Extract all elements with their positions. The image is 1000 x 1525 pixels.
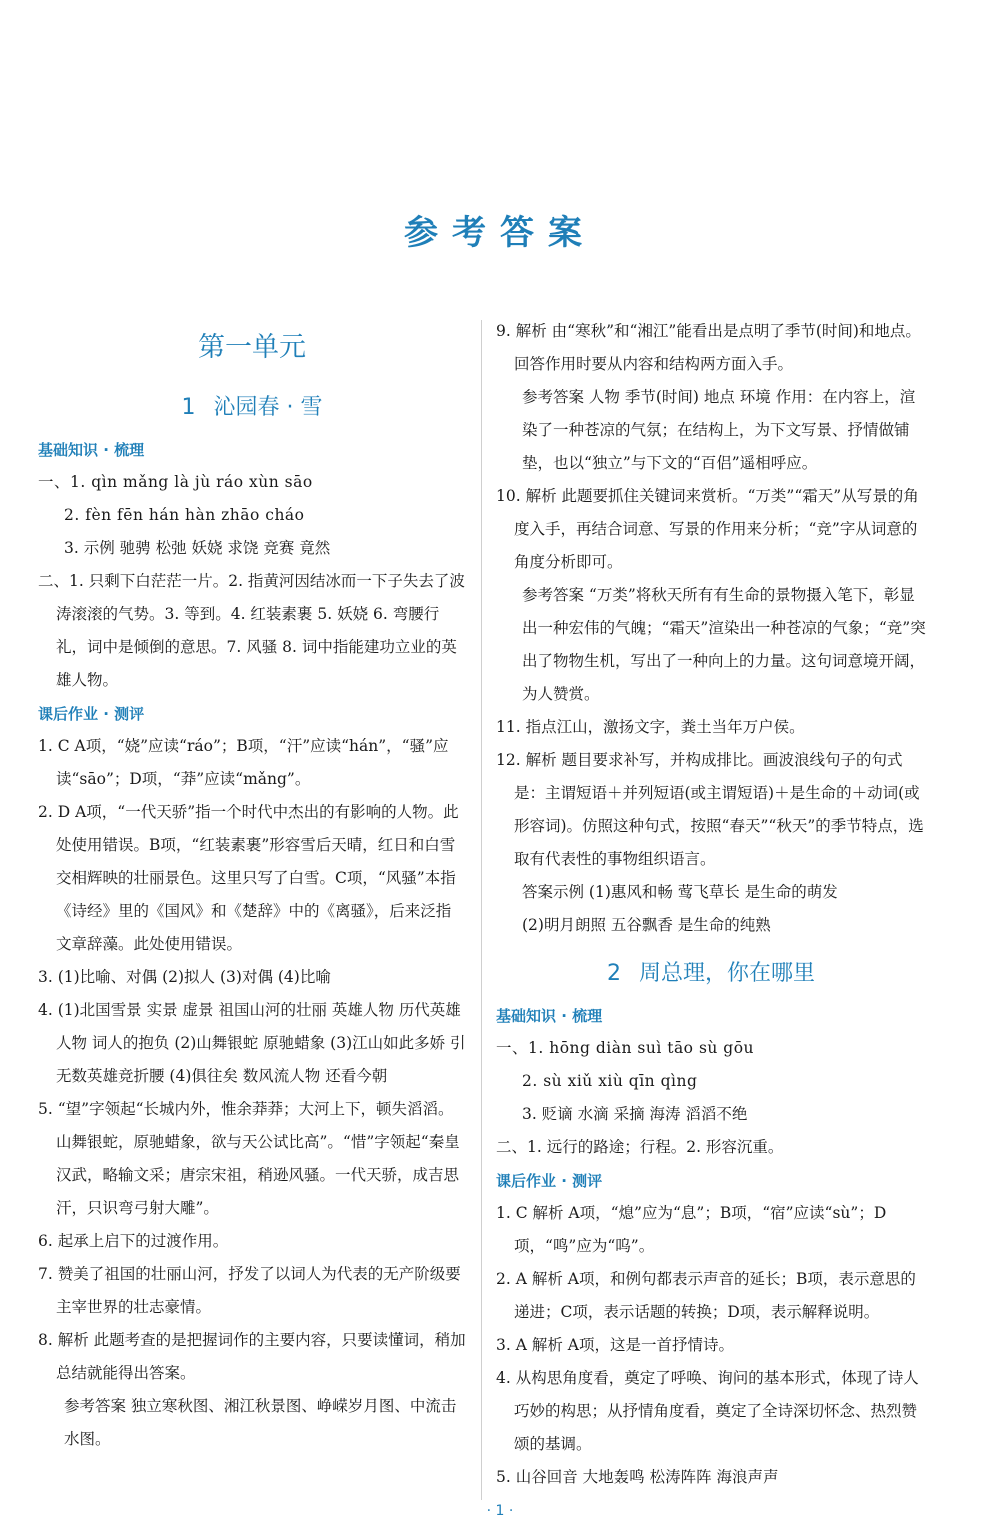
answer-item: 6. 起承上启下的过渡作用。	[38, 1232, 229, 1250]
answer-item: 11. 指点江山，激扬文字，粪土当年万户侯。	[496, 718, 805, 736]
answer-item: 1. C 解析 A项，“熄”应为“息”；B项，“宿”应读“sù”；D项，“鸣”应为“呜”。	[496, 1204, 887, 1255]
answer-item: 4. (1)北国雪景 实景 虚景 祖国山河的壮丽 英雄人物 历代英雄人物 词人的抱负 (2)山舞银蛇 原驰蜡象 (3)江山如此多娇 引无数英雄竞折腰 (4)俱往矣 数风流人物 还看今朝	[38, 1001, 466, 1085]
lesson-1-number: 1	[181, 395, 196, 420]
lesson-2-title	[496, 956, 926, 987]
answer-item: 1. C A项，“娆”应读“ráo”；B项，“汗”应读“hán”，“骚”应读“sāo”；D项，“莽”应读“mǎng”。	[38, 737, 449, 788]
lesson-2-number: 2	[606, 961, 621, 986]
basic-item-2: 二、1. 远行的路途；行程。2. 形容沉重。	[496, 1138, 784, 1156]
answer-item: 参考答案 人物 季节(时间) 地点 环境 作用：在内容上，渲染了一种苍凉的气氛；在结构上，为下文写景、抒情做铺垫，也以“独立”与下文的“百侣”遥相呼应。	[522, 388, 916, 472]
answer-item: 4. 从构思角度看，奠定了呼唤、询问的基本形式，体现了诗人巧妙的构思；从抒情角度看，奠定了全诗深切怀念、热烈赞颂的基调。	[496, 1369, 919, 1453]
answer-item: 2. A 解析 A项，和例句都表示声音的延长；B项，表示意思的递进；C项，表示话题的转换；D项，表示解释说明。	[496, 1270, 916, 1321]
answer-item: 12. 解析 题目要求补写，并构成排比。画波浪线句子的句式是：主谓短语＋并列短语(或主谓短语)＋是生命的＋动词(或形容词)。仿照这种句式，按照“春天”“秋天”的季节特点，选取有代表性的事物组织语言。	[496, 751, 924, 868]
answer-item: 3. A 解析 A项，这是一首抒情诗。	[496, 1336, 734, 1354]
answer-item: 7. 赞美了祖国的壮丽山河，抒发了以词人为代表的无产阶级要主宰世界的壮志豪情。	[38, 1265, 461, 1316]
lesson-1-title	[38, 390, 466, 421]
answer-item: 参考答案 “万类”将秋天所有有生命的景物摄入笔下，彰显出一种宏伟的气魄；“霜天”渲染出一种苍凉的气象；“竞”突出了物物生机，写出了一种向上的力量。这句词意境开阔，为人赞赏。	[522, 586, 926, 703]
basic-item: 3. 贬谪 水滴 采摘 海涛 滔滔不绝	[522, 1105, 748, 1123]
left-column	[38, 315, 466, 1456]
answer-item: 3. (1)比喻、对偶 (2)拟人 (3)对偶 (4)比喻	[38, 968, 331, 986]
answer-item: 5. 山谷回音 大地轰鸣 松涛阵阵 海浪声声	[496, 1468, 779, 1486]
answer-item: 参考答案 独立寒秋图、湘江秋景图、峥嵘岁月图、中流击水图。	[64, 1397, 457, 1448]
page-number: · 1 ·	[486, 1503, 514, 1519]
answer-item: 8. 解析 此题考查的是把握词作的主要内容，只要读懂词，稍加总结就能得出答案。	[38, 1331, 466, 1382]
lesson-2-name: 周总理，你在哪里	[638, 961, 815, 986]
answer-item: 9. 解析 由“寒秋”和“湘江”能看出是点明了季节(时间)和地点。回答作用时要从内容和结构两方面入手。	[496, 322, 921, 373]
section-after-class: 课后作业 · 测评	[496, 1172, 603, 1190]
section-basic-knowledge: 基础知识 · 梳理	[496, 1007, 603, 1025]
unit-title: 第一单元	[198, 332, 306, 363]
lesson-1-name: 沁园春 · 雪	[213, 395, 323, 420]
right-column	[496, 315, 926, 1494]
section-after-class: 课后作业 · 测评	[38, 705, 145, 723]
answer-item: 10. 解析 此题要抓住关键词来赏析。“万类”“霜天”从写景的角度入手，再结合词意、写景的作用来分析；“竞”字从词意的角度分析即可。	[496, 487, 919, 571]
answer-item: 5. “望”字领起“长城内外，惟余莽莽；大河上下，顿失滔滔。山舞银蛇，原驰蜡象，欲与天公试比高”。“惜”字领起“秦皇汉武，略输文采；唐宗宋祖，稍逊风骚。一代天骄，成吉思汗，只识弯弓射大雕”。	[38, 1100, 460, 1217]
answer-item: 答案示例 (1)惠风和畅 莺飞草长 是生命的萌发	[522, 883, 838, 901]
basic-item: 一、1. qìn mǎng là jù ráo xùn sāo	[38, 473, 313, 491]
basic-item: 2. sù xiǔ xiù qīn qìng	[522, 1072, 698, 1090]
answer-item: 2. D A项，“一代天骄”指一个时代中杰出的有影响的人物。此处使用错误。B项，“红装素裹”形容雪后天晴，红日和白雪交相辉映的壮丽景色。这里只写了白雪。C项，“风骚”本指《诗经》里的《国风》和《楚辞》中的《离骚》，后来泛指文章辞藻。此处使用错误。	[38, 803, 459, 953]
basic-item: 一、1. hōng diàn suì tāo sù gōu	[496, 1039, 755, 1057]
basic-item-2: 二、1. 只剩下白茫茫一片。2. 指黄河因结冰而一下子失去了波涛滚滚的气势。3. 等到。4. 红装素裹 5. 妖娆 6. 弯腰行礼，词中是倾倒的意思。7. 风骚 8. 词中指能建功立业的英雄人物。	[38, 572, 465, 689]
page-title: 参考答案	[404, 213, 596, 253]
basic-item: 3. 示例 驰骋 松弛 妖娆 求饶 竞赛 竟然	[64, 539, 331, 557]
answer-item: (2)明月朗照 五谷飘香 是生命的纯熟	[522, 916, 771, 934]
section-basic-knowledge: 基础知识 · 梳理	[38, 441, 145, 459]
column-divider	[481, 320, 482, 1500]
basic-item: 2. fèn fēn hán hàn zhāo cháo	[64, 506, 305, 524]
